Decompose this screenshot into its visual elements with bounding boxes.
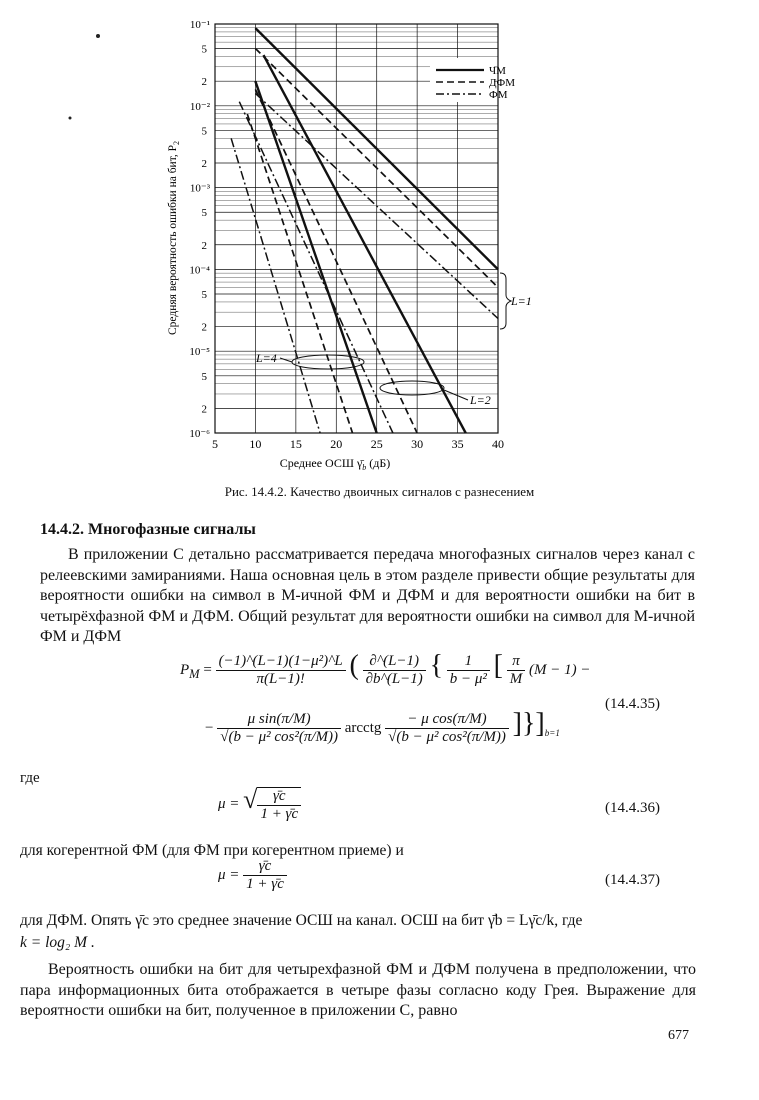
annotation-l1: L=1 — [511, 294, 532, 308]
y-tick-label: 10⁻¹ — [189, 19, 210, 31]
y-minor-tick-label: 5 — [201, 125, 207, 138]
curve-6 — [255, 81, 376, 433]
y-tick-label: 10⁻⁴ — [189, 264, 210, 277]
equation-number-35: (14.4.35) — [605, 696, 660, 712]
y-minor-tick-label: 5 — [201, 289, 207, 302]
section-heading: 14.4.2. Многофазные сигналы — [40, 521, 256, 538]
y-tick-label: 10⁻² — [189, 100, 210, 113]
equation-14-4-37: μ = $\frac{\gammāc}{1 + \gammāc}$ — [218, 858, 287, 893]
y-minor-tick-label: 5 — [201, 370, 207, 383]
ber-chart — [0, 0, 759, 480]
y-tick-label: 10⁻⁶ — [189, 428, 210, 440]
paragraph-gray-code: Вероятность ошибки на бит для четырехфазной ФМ и ДФМ получена в предположении, что пара информационных бита отображается в четыре фазы согласно коду Грея. Выражение для вероятности ошибки на бит, полученное в приложении С, равно — [20, 961, 696, 1019]
curve-3 — [264, 55, 466, 433]
y-axis-label: Средняя вероятность ошибки на бит, $P_2$ — [167, 140, 181, 336]
chart-legend — [430, 58, 515, 102]
l2-ellipse — [380, 381, 444, 395]
x-tick-label: 40 — [492, 437, 504, 451]
l1-brace — [500, 273, 511, 329]
equation-number-37: (14.4.37) — [605, 872, 660, 888]
x-tick-label: 30 — [411, 437, 424, 451]
where-label: где — [20, 770, 40, 786]
paragraph-coherent: для когерентной ФМ (для ФМ при когерентном приеме) и — [20, 842, 404, 859]
chart-annotations — [255, 273, 532, 407]
y-minor-tick-label: 2 — [201, 239, 207, 252]
y-minor-tick-label: 5 — [201, 43, 207, 56]
paragraph-dpsk-k: k = log₂ M . — [20, 934, 95, 951]
y-tick-label: 10⁻³ — [189, 182, 210, 195]
y-minor-tick-label: 2 — [201, 321, 207, 334]
page-number: 677 — [668, 1028, 689, 1043]
equation-number-36: (14.4.36) — [605, 800, 660, 816]
x-tick-label: 15 — [289, 437, 302, 451]
equation-14-4-35-line2: − $\frac{\text{μ sin(π/M)}}{\text{√(b − μ² cos²(π/M))}}$ arcctg $\frac{\text{− μ cos(π/M)}}{\text{√(b − μ² cos²(π/M))}}$ ]}]$_{b=1}$ — [205, 708, 560, 746]
legend-psk-label: ФМ — [489, 89, 508, 101]
curve-8 — [231, 139, 320, 434]
speck-mark — [69, 117, 72, 120]
x-tick-label: 20 — [330, 437, 343, 451]
y-minor-tick-label: 5 — [201, 207, 207, 220]
legend-fm-label: ЧМ — [489, 65, 506, 77]
y-minor-tick-label: 2 — [201, 76, 207, 89]
x-tick-label: 10 — [249, 437, 262, 451]
y-tick-label: 10⁻⁵ — [189, 346, 210, 359]
paragraph-dpsk-snr: для ДФМ. Опять γ̄c это среднее значение ОСШ на канал. ОСШ на бит γ̄b = Lγ̄c/k, где — [20, 912, 583, 929]
y-minor-tick-label: 2 — [201, 403, 207, 416]
y-minor-tick-label: 2 — [201, 157, 207, 170]
annotation-l2: L=2 — [470, 393, 491, 407]
figure-caption: Рис. 14.4.2. Качество двоичных сигналов с разнесением — [224, 484, 535, 499]
paragraph-intro: В приложении С детально рассматривается передача многофазных сигналов через канал с релеевскими замираниями. Наша основная цель в этом разделе привести общие результаты для вероятности ошибки на символ в M-ичной ФМ и ДФМ и для вероятности ошибки на бит в четырёхфазной ФМ и ДФМ. Общий результат для вероятности ошибки на символ для M-ичной ФМ и ДФМ — [40, 546, 695, 645]
speck-mark — [96, 34, 100, 38]
annotation-l4: L=4 — [256, 351, 277, 365]
x-tick-label: 25 — [370, 437, 383, 451]
x-tick-label: 35 — [451, 437, 464, 451]
x-axis-label: Среднее ОСШ $\gammā_b$ (дБ) — [279, 456, 391, 472]
x-tick-label: 5 — [212, 437, 218, 451]
equation-14-4-35-line1: $P_M$ = $\frac{\text{(−1)\textasciicircum{}(L−1)(1−μ²)\textasciicircum{}L}}{\pi(L-1)!}$ ( $\frac{\partial\^{}(L-1)}{\partial b\^{}(L-1)}$ { $\frac{1}{\text{b − μ²}}$ [ $\frac{\pi}{M}$ (M − 1) − — [180, 650, 591, 688]
equation-14-4-36: μ = √ $\frac{\gammāc}{1 + \gammāc}$ — [218, 785, 301, 823]
legend-dpsk-label: ДФМ — [489, 77, 515, 89]
curve-7 — [247, 114, 352, 433]
